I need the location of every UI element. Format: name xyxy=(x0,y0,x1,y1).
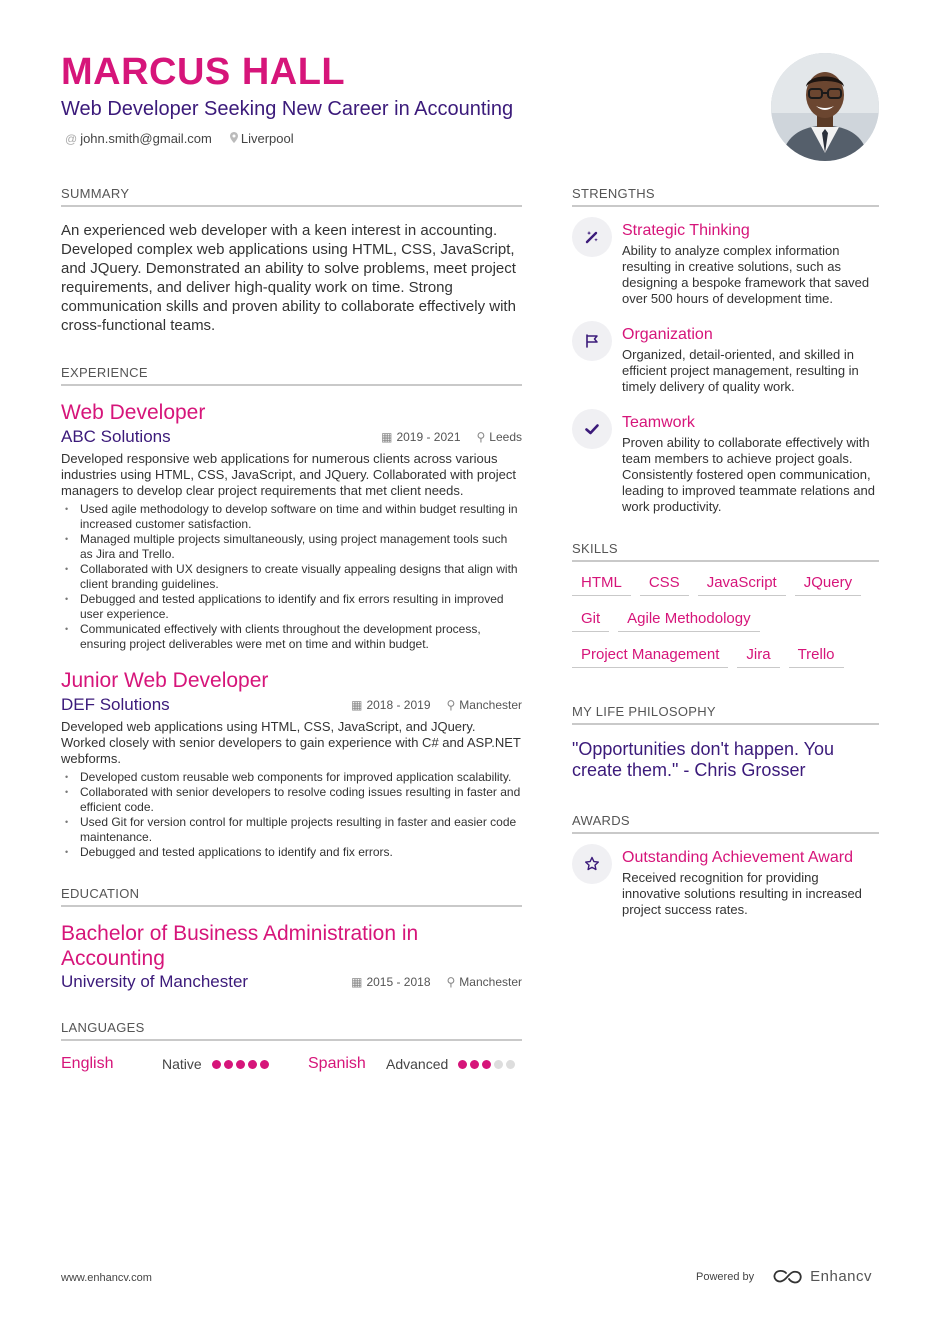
job-bullets xyxy=(61,502,522,652)
languages-section xyxy=(61,1020,522,1073)
awards-section xyxy=(572,813,879,918)
education-header-row xyxy=(61,972,522,992)
job-dates-text: 2018 - 2019 xyxy=(366,698,431,712)
award-title: Outstanding Achievement Award xyxy=(622,849,853,866)
section-title-skills: SKILLS xyxy=(572,541,879,562)
section-title-languages: LANGUAGES xyxy=(61,1020,522,1041)
location-pin-icon: ⚲ xyxy=(476,430,486,444)
star-icon xyxy=(572,844,612,884)
right-column xyxy=(572,186,879,948)
calendar-icon: ▦ xyxy=(381,430,393,444)
job-bullet: • Debugged and tested applications to identify and fix errors. xyxy=(61,845,522,860)
strength-body xyxy=(622,325,879,395)
language-level: Advanced xyxy=(386,1056,449,1072)
company-name: DEF Solutions xyxy=(61,695,170,714)
job-header-row xyxy=(61,695,522,715)
job-bullet: • Used Git for version control for multiple projects resulting in faster and easier code maintenance. xyxy=(61,815,522,845)
magic-wand-icon xyxy=(572,217,612,257)
education-dates-text: 2015 - 2018 xyxy=(366,975,431,989)
skill-tag: HTML xyxy=(572,574,631,596)
education-dates xyxy=(351,975,430,989)
strength-description: Organized, detail-oriented, and skilled in efficient project management, resulting in timely delivery of quality work. xyxy=(622,347,859,394)
job-description: Developed responsive web applications for numerous clients across various industries using HTML, CSS, JavaScript, and JQuery. Collaborated with project managers to develop clear project requirements that met client needs. xyxy=(61,451,516,498)
job-header-row xyxy=(61,427,522,447)
job-title: Junior Web Developer xyxy=(61,669,269,692)
job-location-text: Manchester xyxy=(459,698,522,712)
job-bullet: • Debugged and tested applications to identify and fix errors resulting in improved user experience. xyxy=(61,592,522,622)
skills-list xyxy=(572,574,879,668)
job-bullet: • Collaborated with UX designers to create visually appealing designs that align with client branding guidelines. xyxy=(61,562,522,592)
section-title-philosophy: MY LIFE PHILOSOPHY xyxy=(572,704,879,725)
calendar-icon: ▦ xyxy=(351,698,363,712)
job-entry xyxy=(61,400,522,652)
job-entry xyxy=(61,668,522,860)
email-text: john.smith@gmail.com xyxy=(80,131,212,146)
skill-tag: Git xyxy=(572,610,609,632)
job-bullets xyxy=(61,770,522,860)
skill-tag: Agile Methodology xyxy=(618,610,759,632)
education-location xyxy=(447,975,523,989)
powered-by-label: Powered by xyxy=(696,1270,755,1283)
candidate-name: MARCUS HALL xyxy=(61,51,346,93)
language-item xyxy=(308,1055,515,1073)
strength-description: Proven ability to collaborate effectively with team members to achieve project goals. Consistently fostered open communication, leading to improved teammate relations and work productivity. xyxy=(622,435,875,514)
job-bullet: • Managed multiple projects simultaneously, using project management tools such as Jira and Trello. xyxy=(61,532,522,562)
location-contact xyxy=(230,131,294,146)
language-name: Spanish xyxy=(308,1055,366,1072)
philosophy-quote: "Opportunities don't happen. You create them." - Chris Grosser xyxy=(572,739,835,780)
at-icon: @ xyxy=(65,131,78,146)
proficiency-dot xyxy=(506,1060,515,1069)
calendar-icon: ▦ xyxy=(351,975,363,989)
job-title: Web Developer xyxy=(61,401,206,424)
proficiency-dot xyxy=(212,1060,221,1069)
summary-text: An experienced web developer with a keen interest in accounting. Developed complex web applications using HTML, CSS, JavaScript, and JQuery. Demonstrated an ability to solve problems, meet project requirements, and deliver high-quality work on time. Strong communication skills and proven ability to collaborate effectively with cross-functional teams. xyxy=(61,222,516,334)
enhancv-logo-icon xyxy=(772,1269,804,1285)
education-location-text: Manchester xyxy=(459,975,522,989)
brand-name: Enhancv xyxy=(810,1268,872,1285)
job-bullet: • Used agile methodology to develop software on time and within budget resulting in increased customer satisfaction. xyxy=(61,502,522,532)
languages-list xyxy=(61,1055,522,1073)
summary-section xyxy=(61,186,522,335)
proficiency-dot xyxy=(494,1060,503,1069)
strengths-section xyxy=(572,186,879,515)
section-title-summary: SUMMARY xyxy=(61,186,522,207)
proficiency-dot xyxy=(458,1060,467,1069)
strength-title: Organization xyxy=(622,326,713,343)
job-location xyxy=(477,430,523,444)
job-dates xyxy=(351,698,430,712)
skill-tag: Jira xyxy=(737,646,779,668)
job-bullet: • Collaborated with senior developers to resolve coding issues resulting in faster and efficient code. xyxy=(61,785,522,815)
proficiency-dot xyxy=(470,1060,479,1069)
proficiency-dot xyxy=(236,1060,245,1069)
flag-icon xyxy=(572,321,612,361)
skill-tag: JavaScript xyxy=(698,574,786,596)
degree-title: Bachelor of Business Administration in Accounting xyxy=(61,922,419,970)
proficiency-dot xyxy=(248,1060,257,1069)
education-section xyxy=(61,886,522,992)
strength-item xyxy=(572,221,879,307)
skills-section xyxy=(572,541,879,668)
job-meta xyxy=(351,698,522,712)
section-title-strengths: STRENGTHS xyxy=(572,186,879,207)
location-text: Liverpool xyxy=(240,131,294,146)
skill-tag: Project Management xyxy=(572,646,728,668)
award-description: Received recognition for providing innovative solutions resulting in increased project success rates. xyxy=(622,870,862,917)
language-proficiency-dots xyxy=(212,1060,269,1069)
language-level: Native xyxy=(162,1056,202,1072)
language-item xyxy=(61,1055,308,1073)
check-icon xyxy=(572,409,612,449)
job-description: Developed web applications using HTML, CSS, JavaScript, and JQuery. Worked closely with senior developers to gain experience with C# and ASP.NET webforms. xyxy=(61,719,521,766)
strength-item xyxy=(572,413,879,515)
language-proficiency-dots xyxy=(458,1060,515,1069)
job-location xyxy=(447,698,523,712)
award-body xyxy=(622,848,879,918)
proficiency-dot xyxy=(260,1060,269,1069)
proficiency-dot xyxy=(224,1060,233,1069)
section-title-experience: EXPERIENCE xyxy=(61,365,522,386)
proficiency-dot xyxy=(482,1060,491,1069)
award-item xyxy=(572,848,879,918)
strength-title: Teamwork xyxy=(622,414,695,431)
skill-tag: CSS xyxy=(640,574,689,596)
job-bullet: • Developed custom reusable web components for improved application scalability. xyxy=(61,770,522,785)
philosophy-section xyxy=(572,704,879,781)
language-name: English xyxy=(61,1055,114,1072)
location-pin-icon: ⚲ xyxy=(446,975,456,989)
job-bullet: • Communicated effectively with clients throughout the development process, ensuring project deliverables were met on time and within budget. xyxy=(61,622,522,652)
job-location-text: Leeds xyxy=(489,430,522,444)
location-pin-icon: ⚲ xyxy=(446,698,456,712)
skill-tag: JQuery xyxy=(795,574,861,596)
strength-item xyxy=(572,325,879,395)
education-meta xyxy=(351,975,522,989)
strength-body xyxy=(622,413,879,515)
experience-section xyxy=(61,365,522,860)
school-name: University of Manchester xyxy=(61,972,249,991)
enhancv-logo[interactable] xyxy=(772,1268,872,1285)
left-column xyxy=(61,186,522,1103)
company-name: ABC Solutions xyxy=(61,427,171,446)
section-title-education: EDUCATION xyxy=(61,886,522,907)
section-title-awards: AWARDS xyxy=(572,813,879,834)
candidate-headline: Web Developer Seeking New Career in Accounting xyxy=(61,98,514,120)
footer-branding xyxy=(696,1268,872,1285)
strength-body xyxy=(622,221,879,307)
email-contact[interactable] xyxy=(65,131,212,146)
strength-description: Ability to analyze complex information resulting in creative solutions, such as designing a bespoke framework that saved over 500 hours of development time. xyxy=(622,243,870,306)
profile-photo xyxy=(771,53,879,161)
job-dates xyxy=(381,430,460,444)
resume-header xyxy=(61,50,761,146)
skill-tag: Trello xyxy=(789,646,844,668)
contact-info xyxy=(61,131,761,146)
job-dates-text: 2019 - 2021 xyxy=(396,430,461,444)
strength-title: Strategic Thinking xyxy=(622,222,750,239)
footer-website[interactable]: www.enhancv.com xyxy=(61,1272,152,1284)
location-pin-icon xyxy=(230,132,238,146)
job-meta xyxy=(381,430,522,444)
